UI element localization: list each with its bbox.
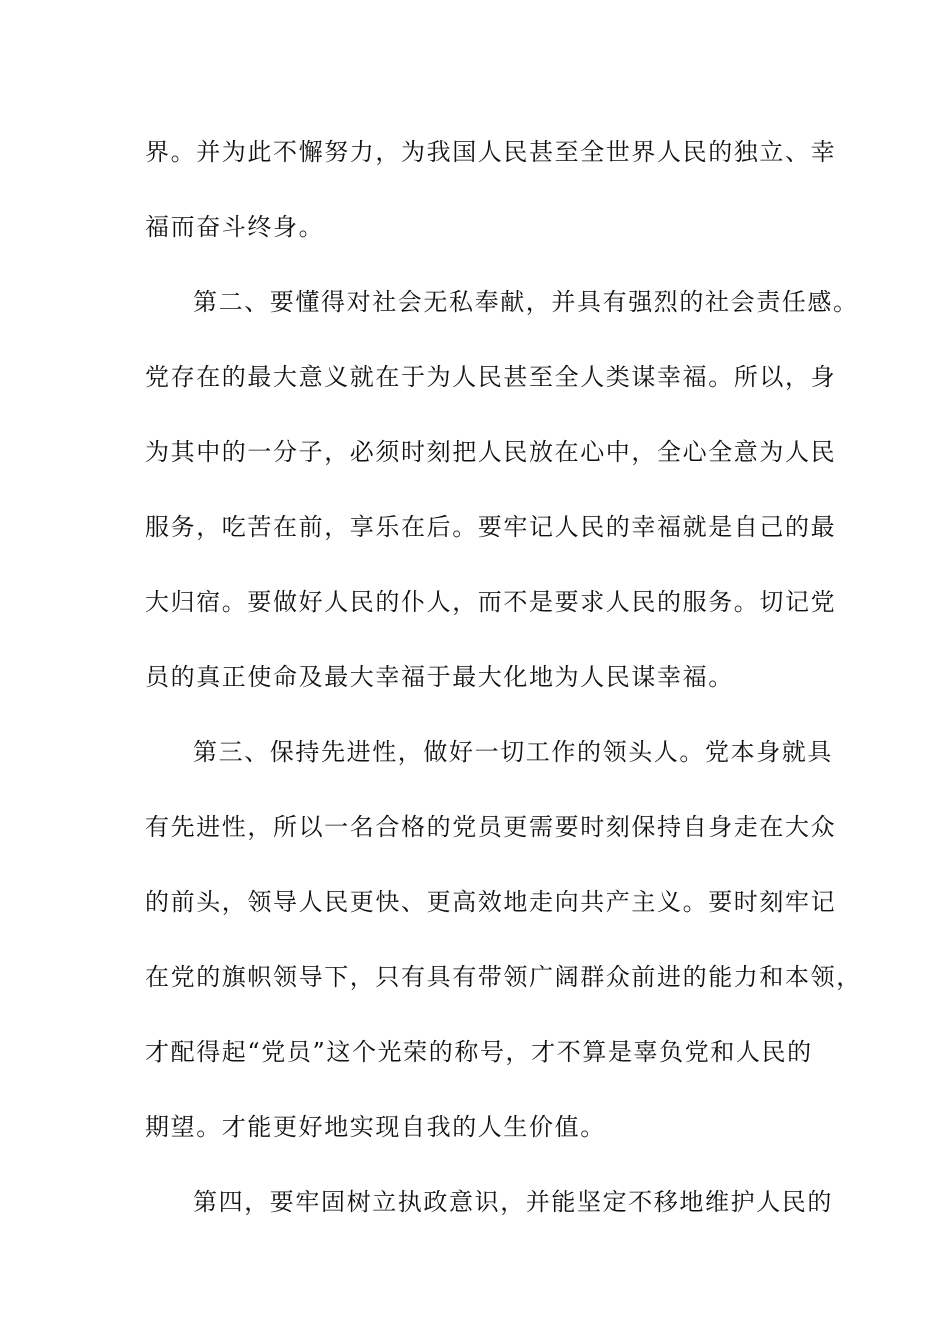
text-line: 的前头，领导人民更快、更高效地走向共产主义。要时刻牢记 <box>145 888 837 916</box>
text-line: 员的真正使命及最大幸福于最大化地为人民谋幸福。 <box>145 663 734 691</box>
text-line: 界。并为此不懈努力，为我国人民甚至全世界人民的独立、幸 <box>145 138 837 166</box>
text-line: 党存在的最大意义就在于为人民甚至全人类谋幸福。所以，身 <box>145 363 837 391</box>
paragraph-start-line: 第四，要牢固树立执政意识，并能坚定不移地维护人民的 <box>193 1188 833 1216</box>
text-line: 服务，吃苦在前，享乐在后。要牢记人民的幸福就是自己的最 <box>145 513 837 541</box>
text-line: 在党的旗帜领导下，只有具有带领广阔群众前进的能力和本领， <box>145 963 862 991</box>
text-line: 大归宿。要做好人民的仆人，而不是要求人民的服务。切记党 <box>145 588 837 616</box>
text-line: 期望。才能更好地实现自我的人生价值。 <box>145 1113 606 1141</box>
text-line: 才配得起“党员”这个光荣的称号，才不算是辜负党和人民的 <box>145 1038 813 1066</box>
text-line: 福而奋斗终身。 <box>145 213 325 241</box>
paragraph-start-line: 第二、要懂得对社会无私奉献，并具有强烈的社会责任感。 <box>193 288 859 316</box>
text-line: 有先进性，所以一名合格的党员更需要时刻保持自身走在大众 <box>145 813 837 841</box>
paragraph-start-line: 第三、保持先进性，做好一切工作的领头人。党本身就具 <box>193 738 833 766</box>
text-line: 为其中的一分子，必须时刻把人民放在心中，全心全意为人民 <box>145 438 837 466</box>
